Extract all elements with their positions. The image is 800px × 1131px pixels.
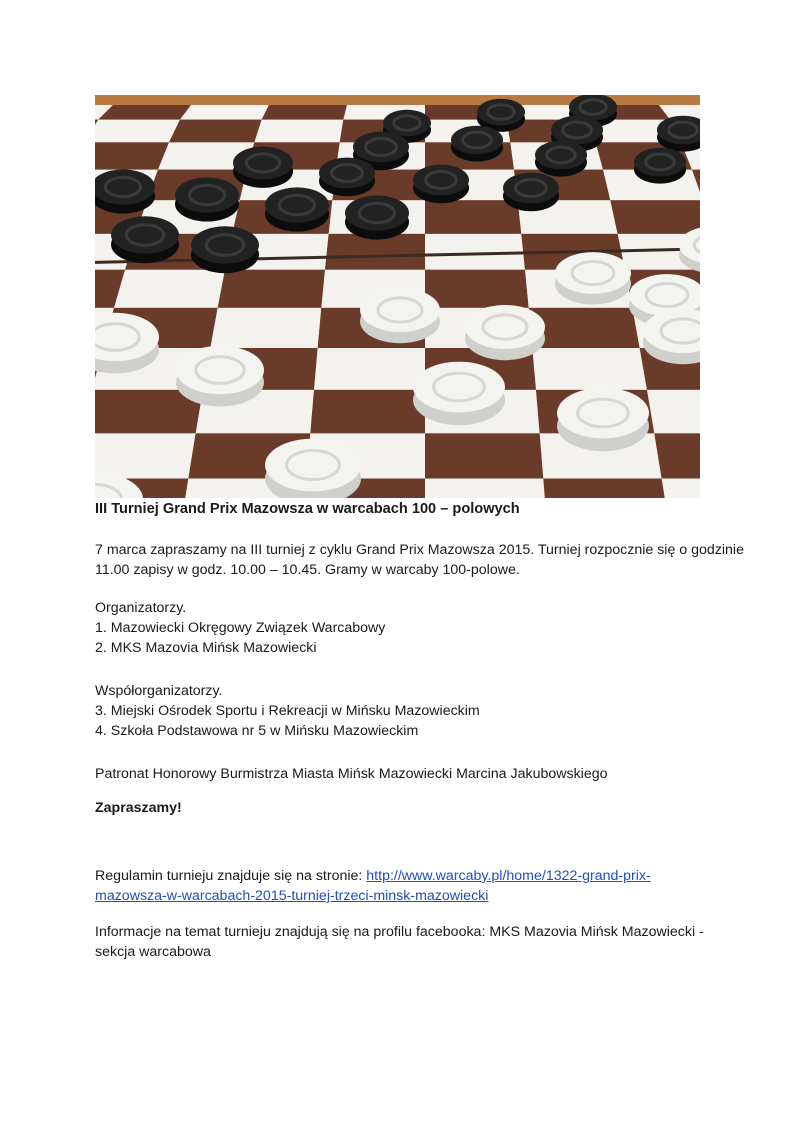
white-piece <box>413 362 505 425</box>
coorganizer-item: 3. Miejski Ośrodek Sportu i Rekreacji w Mińsku Mazowieckim <box>95 703 480 719</box>
board-square <box>95 433 196 478</box>
intro-line: 7 marca zapraszamy na III turniej z cyklu Grand Prix Mazowsza 2015. Turniej rozpocznie się o godzinie <box>95 542 744 558</box>
white-piece <box>465 305 545 360</box>
patronage-text: Patronat Honorowy Burmistrza Miasta Mińsk Mazowiecki Marcina Jakubowskiego <box>95 766 608 782</box>
board-square <box>314 348 425 390</box>
board-square <box>218 270 325 308</box>
rules-prefix: Regulamin turnieju znajduje się na stronie: <box>95 868 367 884</box>
coorganizer-item: 4. Szkoła Podstawowa nr 5 w Mińsku Mazowieckim <box>95 723 419 739</box>
black-piece <box>535 141 587 177</box>
black-piece <box>451 126 503 162</box>
coorganizers-heading: Współorganizatorzy. <box>95 683 223 699</box>
board-square <box>647 390 700 434</box>
intro-line: 11.00 zapisy w godz. 10.00 – 10.45. Gramy w warcaby 100-polowe. <box>95 562 520 578</box>
black-piece <box>657 116 700 152</box>
board-square <box>310 390 425 434</box>
rules-line <box>95 886 705 906</box>
board-square <box>654 433 700 478</box>
black-piece <box>191 226 259 273</box>
board-square <box>543 478 669 498</box>
coorganizers-section <box>95 681 705 741</box>
black-piece <box>95 169 155 213</box>
facebook-paragraph <box>95 922 705 962</box>
board-square <box>425 270 529 308</box>
board-square <box>254 120 343 143</box>
black-piece <box>111 216 179 263</box>
rules-link[interactable]: http://www.warcaby.pl/home/1322-grand-prix- <box>366 868 651 884</box>
rules-paragraph <box>95 866 705 906</box>
facebook-line: sekcja warcabowa <box>95 944 211 960</box>
board-square <box>180 105 269 120</box>
board-square <box>114 270 225 308</box>
black-piece <box>503 173 559 212</box>
organizer-item: 1. Mazowiecki Okręgowy Związek Warcabowy <box>95 620 386 636</box>
white-piece <box>265 439 361 498</box>
black-piece <box>175 177 239 221</box>
rules-link-continued[interactable]: mazowsza-w-warcabach-2015-turniej-trzeci-minsk-mazowiecki <box>95 888 489 904</box>
white-piece <box>555 252 631 304</box>
board-square <box>662 478 700 498</box>
organizers-section <box>95 598 705 658</box>
board-square <box>262 105 347 120</box>
page-title: III Turniej Grand Prix Mazowsza w warcabach 100 – polowych <box>95 501 520 517</box>
black-piece <box>413 165 469 204</box>
black-piece <box>319 158 375 197</box>
board-square <box>529 308 640 348</box>
board-square <box>98 105 191 120</box>
black-piece <box>265 187 329 231</box>
checkers-board-image <box>95 95 700 498</box>
white-piece <box>360 288 440 343</box>
board-square <box>610 200 700 234</box>
board-square <box>532 348 647 390</box>
black-piece <box>345 195 409 239</box>
board-square <box>425 200 521 234</box>
white-piece <box>557 388 649 451</box>
checkers-board-photo <box>95 95 700 498</box>
board-square <box>425 478 547 498</box>
board-square <box>169 120 262 143</box>
invite-text: Zapraszamy! <box>95 800 182 816</box>
black-piece <box>233 147 293 188</box>
facebook-line: Informacje na temat turnieju znajdują się na profilu facebooka: MKS Mazovia Mińsk Mazowiecki - <box>95 924 704 940</box>
intro-paragraph <box>95 540 744 580</box>
white-piece <box>176 346 264 407</box>
board-square <box>425 433 543 478</box>
board-square <box>95 120 180 143</box>
black-piece <box>634 148 686 184</box>
organizer-item: 2. MKS Mazovia Mińsk Mazowiecki <box>95 640 317 656</box>
board-square <box>210 308 321 348</box>
organizers-heading: Organizatorzy. <box>95 600 187 616</box>
board-square <box>95 142 169 169</box>
rules-line <box>95 866 705 886</box>
